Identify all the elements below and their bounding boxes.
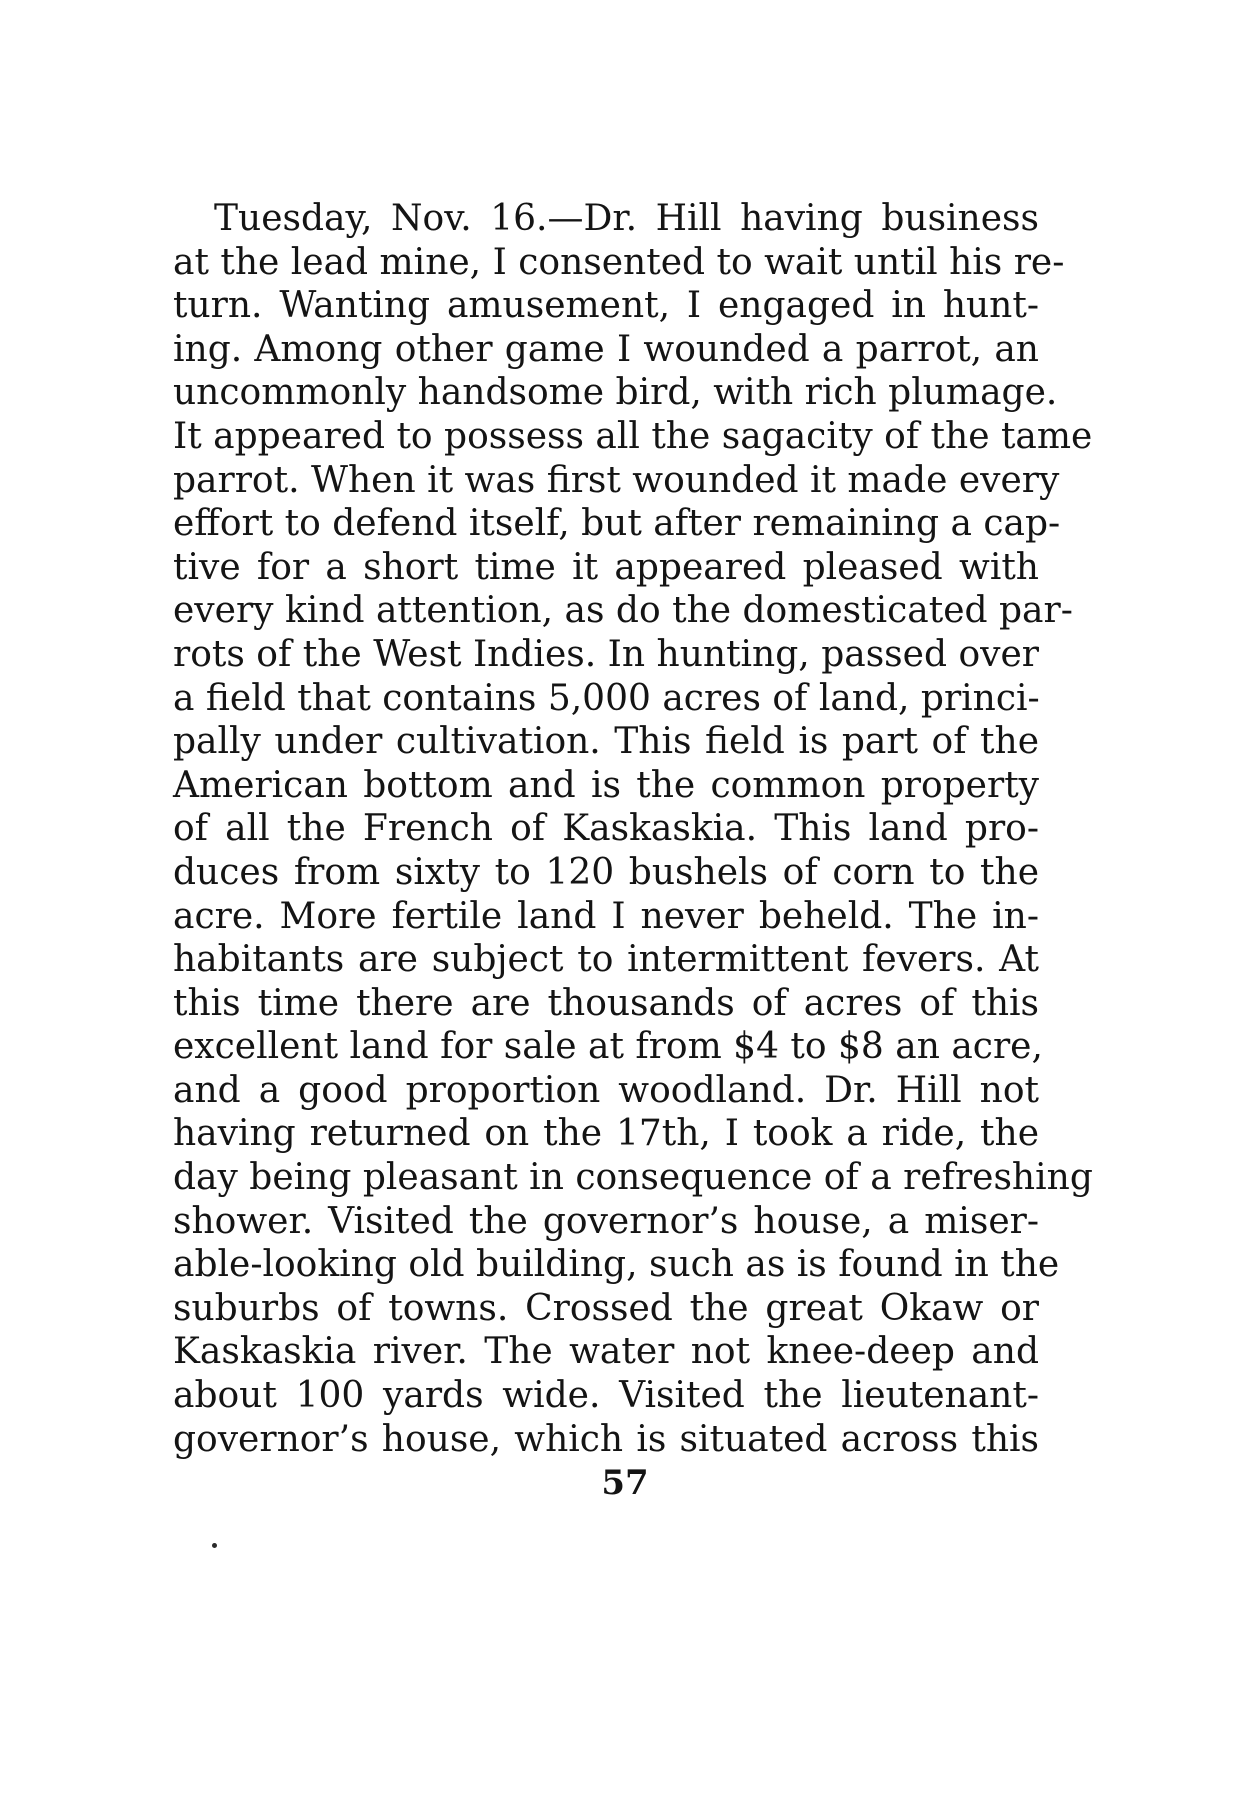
text-line: rots of the West Indies. In hunting, passed over — [173, 633, 1039, 675]
text-line: this time there are thousands of acres of this — [173, 982, 1039, 1024]
text-line: having returned on the 17th, I took a ride, the — [173, 1113, 1039, 1155]
text-line: suburbs of towns. Crossed the great Okaw or — [173, 1287, 1039, 1329]
text-line: turn. Wanting amusement, I engaged in hunt- — [173, 285, 1039, 327]
text-line: tive for a short time it appeared pleased with — [173, 546, 1039, 588]
text-line: Tuesday, Nov. 16.—Dr. Hill having business — [214, 198, 1039, 239]
ink-speck — [212, 1543, 217, 1548]
text-line: shower. Visited the governor’s house, a miser- — [173, 1200, 1039, 1242]
text-line: pally under cultivation. This field is part of the — [173, 721, 1039, 763]
text-line: uncommonly handsome bird, with rich plumage. — [173, 372, 1058, 414]
text-line: of all the French of Kaskaskia. This land pro- — [173, 808, 1039, 850]
body-text — [173, 197, 1093, 1461]
text-line: a field that contains 5,000 acres of land, princi- — [173, 677, 1040, 719]
text-line: at the lead mine, I consented to wait until his re- — [173, 241, 1065, 283]
text-line: ing. Among other game I wounded a parrot, an — [173, 328, 1039, 370]
text-line: effort to defend itself, but after remaining a cap- — [173, 503, 1061, 545]
text-line: Kaskaskia river. The water not knee-deep and — [173, 1331, 1039, 1373]
text-line: habitants are subject to intermittent fevers. At — [173, 939, 1039, 981]
text-line: governor’s house, which is situated across this — [173, 1418, 1039, 1460]
text-line: excellent land for sale at from $4 to $8 an acre, — [173, 1026, 1043, 1068]
text-line: able-looking old building, such as is found in the — [173, 1244, 1060, 1286]
page-number: 57 — [601, 1463, 649, 1503]
text-line: every kind attention, as do the domesticated par- — [173, 590, 1073, 632]
text-line: American bottom and is the common property — [173, 764, 1039, 806]
text-line: about 100 yards wide. Visited the lieutenant- — [173, 1375, 1039, 1417]
text-line: and a good proportion woodland. Dr. Hill not — [173, 1069, 1039, 1111]
text-line: acre. More fertile land I never beheld. The in- — [173, 895, 1039, 937]
text-line: day being pleasant in consequence of a refreshing — [173, 1157, 1093, 1199]
text-line: duces from sixty to 120 bushels of corn to the — [173, 851, 1039, 893]
text-line: It appeared to possess all the sagacity of the tame — [173, 415, 1093, 457]
text-line: parrot. When it was first wounded it made every — [173, 459, 1060, 501]
